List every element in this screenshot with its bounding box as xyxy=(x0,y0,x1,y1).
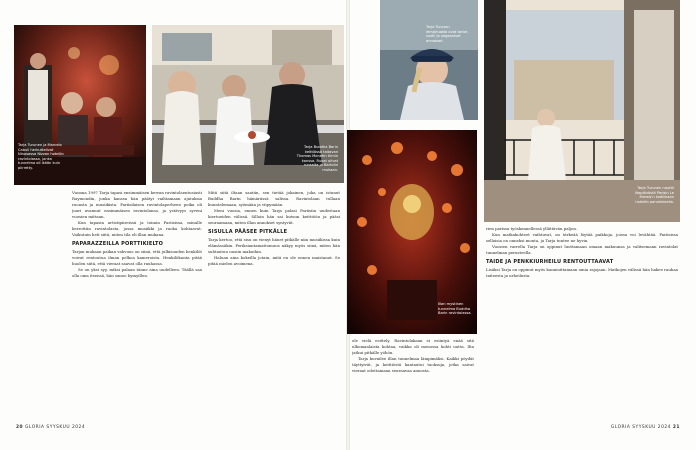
paragraph: Se on yksi syy, miksi palaan tänne aina uudelleen. Täällä saa olla oma itsensä, hän sanoo hymyillen. xyxy=(72,266,202,278)
magazine-title-left: GLORIA SYYSKUU 2024 xyxy=(25,425,86,430)
portrait-illustration xyxy=(380,0,478,120)
page-number-right: 21 xyxy=(672,425,680,430)
paragraph: Tarja kertoo, että sisu on vienyt hänet pitkälle niin musiikissa kuin elämässäkin. Periksiantamattomuus näkyy myös siinä, miten hän suhtautuu uusiin makuihin. xyxy=(208,236,340,254)
left-page-column-2 xyxy=(208,190,340,422)
paragraph: Meni vuosia, ennen kuin Tarja palasi Pariisiin uudestaan kiertueiden välissä. Silloin hän sai kutsun keittiöön ja pääsi seuraamaan, miten illan annokset syntyvät. xyxy=(208,208,340,226)
footer-right xyxy=(611,425,680,430)
caption-kitchen-photo: Tarja Buddha Barin keittiössä taitavan Thomas Monetin tiimin kanssa. Ruoat olivat runsaita ja Bartolin mukaan. xyxy=(296,145,338,172)
section-heading: TAIDE JA PENKKIURHEILU RENTOUTTAAVAT xyxy=(486,259,614,266)
paragraph: Lisäksi Tarja on oppinut myös kunnioittamaan omia rajojaan. Matkojen välissä hän hakee rauhaa taiteesta ja urheilusta. xyxy=(486,266,678,278)
paragraph: Tarjan mukaan paikan vahvuus on siinä, että julkisuuden henkilöt voivat rentoutua ilman pelkoa kameroista. Henkilökunta pitää huolen siitä, että vieraat saavat olla rauhassa. xyxy=(72,248,202,266)
paragraph: Kun matkakohteet vaihtuvat, on tärkeää löytää paikkoja, joissa voi levähtää. Pariisissa sellaisia on onneksi monta, ja Tarja tuntee ne hyvin. xyxy=(486,232,678,244)
caption-portrait-photo: Tarja Turusen lempiruokia ovat tartar, sushi ja vegaaniset annokset. xyxy=(426,25,469,43)
caption-lantern-photo: Illan mystinen tunnelma Buddha Barin ravintolassa. xyxy=(438,302,472,316)
section-heading: PAPARAZZEILLA PORTTIKIELTO xyxy=(72,241,164,248)
paragraph: Kun tapasin artistipiireissä ja toimin Pariisissa, minulle kerrottiin ravintolasta, jossa musiikki ja ruoka kohtaavat. Vaikutuin heti siitä, miten tila eli illan mukana. xyxy=(72,220,202,238)
caption-left-photo: Tarja Turunen ja Marcelo Cabuli herkuttelivat Ninosassa Nizzan hotellin ravintolassa, jonka tunnelma oli ikään kuin piirretty. xyxy=(18,143,64,170)
paragraph: Haluan aina kokeilla jotain, mitä en ole ennen maistanut. Se pitää mielen avoimena. xyxy=(208,254,340,266)
paragraph: Vuosien varrella Tarja on oppinut luottamaan omaan makuunsa ja valitsemaan ravintolat tunnelman perusteella. xyxy=(486,244,678,256)
paragraph: Tarja kuvailee illan tunnelmaa lämpimäksi. Kaikki pöydät täyttyivät, ja keittiöstä kantautui tuoksuja, jotka saivat vieraat odottamaan seuraavaa annosta. xyxy=(352,356,474,374)
right-page-column-2 xyxy=(486,226,678,422)
caption-balcony-photo: Tarja Turunen nauttii iltapäivästä Parisin Le Marais'n kodikkaan hotellin parvekkeella. xyxy=(634,186,674,204)
left-page-column-1 xyxy=(72,190,202,422)
magazine-title-right: GLORIA SYYSKUU 2024 xyxy=(610,425,671,430)
section-heading: SISULLA PÄÄSEE PITKÄLLE xyxy=(208,229,288,236)
page-number-left: 20 xyxy=(16,425,24,430)
paragraph: rien parissa työskennellessä yllättävän paljon. xyxy=(486,226,578,231)
paragraph: Vuonna 1997 Tarja tapasi ensimmäisen kerran ravintolaentusiasti Raymondin, jonka kanssa hän päätyi vaihtamaan ajatuksia ruoasta ja musiikista. Pariisilaisen ravintolaperheen poika oli juuri avannut ensimmäisen ravintolansa, ja ystävyys syveni vuosien mittaan. xyxy=(72,190,202,220)
right-page-column-1 xyxy=(352,338,474,422)
paragraph: Mitä siitä iltaan saatiin, sen tietää jokainen, joka on istunut Buddha Barin hämärässä salissa. Ravintolaan tullaan kuuntelemaan, syömään ja viipymään. xyxy=(208,190,340,208)
paragraph: ole vielä esittely. Ravintolakaan ei esiintyä enää sitä ulkomaalaista kohtaa, vaikka oli menossa kohti uutta. Ilta jatkui pitkälle yöhön. xyxy=(352,338,474,356)
portrait-photo-top xyxy=(380,0,478,120)
footer-left xyxy=(16,425,85,430)
